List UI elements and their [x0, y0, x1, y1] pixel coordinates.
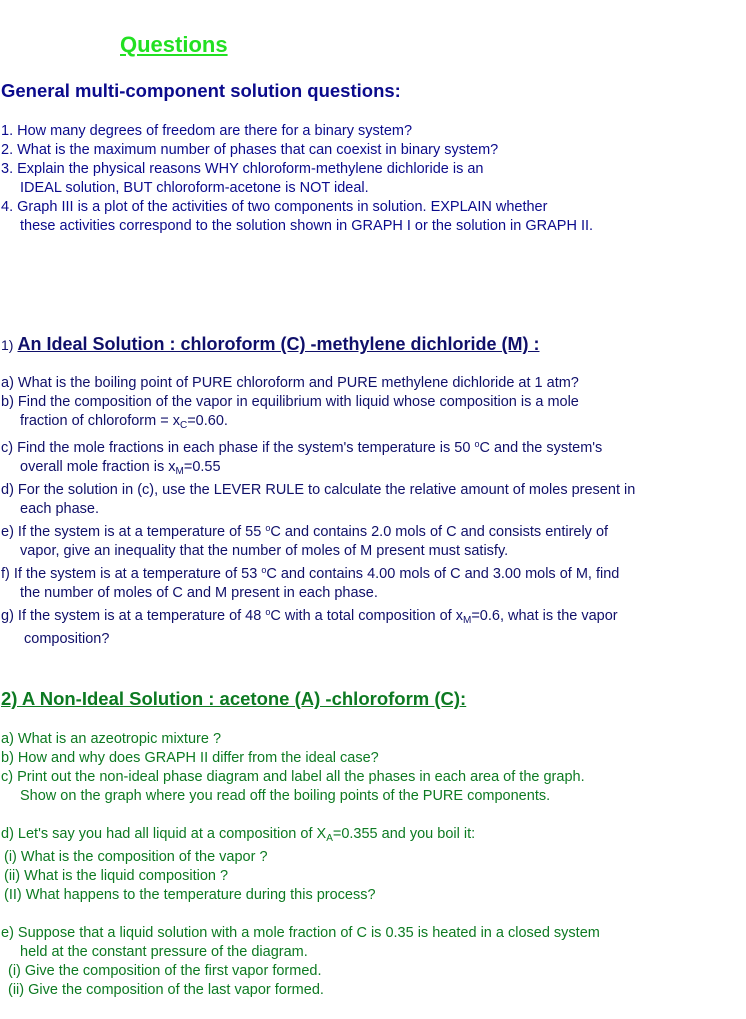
ideal-heading [1, 333, 539, 355]
nonideal-question-e-line1: e) Suppose that a liquid solution with a mole fraction of C is 0.35 is heated in a closed system [1, 925, 600, 941]
nonideal-question-c-line1: c) Print out the non-ideal phase diagram and label all the phases in each area of the graph. [1, 769, 585, 785]
nonideal-question-c-line2: Show on the graph where you read off the boiling points of the PURE components. [20, 788, 551, 804]
nonideal-question-d-i: (i) What is the composition of the vapor ? [4, 849, 268, 865]
general-heading: General multi-component solution questions: [1, 80, 401, 101]
nonideal-question-b: b) How and why does GRAPH II differ from the ideal case? [1, 750, 379, 766]
nonideal-question-d-ii: (ii) What is the liquid composition ? [4, 868, 229, 884]
nonideal-question-e-line2: held at the constant pressure of the diagram. [20, 944, 308, 960]
nonideal-question-d: d) Let's say you had all liquid at a composition of $X_A=0.355$ and you boil it: [1, 826, 476, 844]
ideal-question-d-line2: each phase. [20, 501, 100, 517]
page-title: Questions [120, 32, 228, 57]
general-question-3-line1: 3. Explain the physical reasons WHY chloroform-methylene dichloride is an [1, 161, 484, 177]
general-question-3-line2: IDEAL solution, BUT chloroform-acetone is NOT ideal. [20, 180, 369, 196]
ideal-question-c-line1: c) Find the mole fractions in each phase if the system's temperature is 50 $^o$C and the system's [1, 439, 603, 456]
ideal-heading-number: 1) [1, 337, 14, 353]
nonideal-question-e-ii: (ii) Give the composition of the last vapor formed. [8, 982, 324, 998]
ideal-question-g-line1: g) If the system is at a temperature of 48 $^o$C with a total composition of $x_M=0.6$, what is the vapor [1, 607, 618, 626]
ideal-question-a: a) What is the boiling point of PURE chloroform and PURE methylene dichloride at 1 atm? [1, 375, 579, 391]
nonideal-question-e-i: (i) Give the composition of the first vapor formed. [8, 963, 322, 979]
general-question-4-line2: these activities correspond to the solution shown in GRAPH I or the solution in GRAPH II. [20, 218, 594, 234]
ideal-question-e-line1: e) If the system is at a temperature of 55 $^o$C and contains 2.0 mols of C and consists entirely of [1, 523, 609, 540]
ideal-question-b-line2: fraction of chloroform = $x_C=0.60$. [20, 413, 228, 431]
ideal-question-e-line2: vapor, give an inequality that the number of moles of M present must satisfy. [20, 543, 509, 559]
ideal-question-g-line2: composition? [24, 631, 110, 647]
general-question-1: 1. How many degrees of freedom are there for a binary system? [1, 123, 413, 139]
ideal-question-c-line2: overall mole fraction is $x_M=0.55$ [20, 459, 221, 477]
general-question-2: 2. What is the maximum number of phases that can coexist in binary system? [1, 142, 499, 158]
nonideal-question-d-iii: (II) What happens to the temperature during this process? [4, 887, 376, 903]
ideal-question-d-line1: d) For the solution in (c), use the LEVER RULE to calculate the relative amount of moles present in [1, 482, 636, 498]
ideal-heading-text: An Ideal Solution : chloroform (C) -methylene dichloride (M) : [17, 334, 540, 354]
nonideal-heading: 2) A Non-Ideal Solution : acetone (A) -chloroform (C): [1, 688, 467, 709]
ideal-question-f-line1: f) If the system is at a temperature of 53 $^o$C and contains 4.00 mols of C and 3.00 mols of M, find [1, 565, 620, 582]
nonideal-question-a: a) What is an azeotropic mixture ? [1, 731, 222, 747]
general-question-4-line1: 4. Graph III is a plot of the activities of two components in solution. EXPLAIN whether [1, 199, 548, 215]
ideal-question-f-line2: the number of moles of C and M present in each phase. [20, 585, 378, 601]
ideal-question-b-line1: b) Find the composition of the vapor in equilibrium with liquid whose composition is a mole [1, 394, 579, 410]
